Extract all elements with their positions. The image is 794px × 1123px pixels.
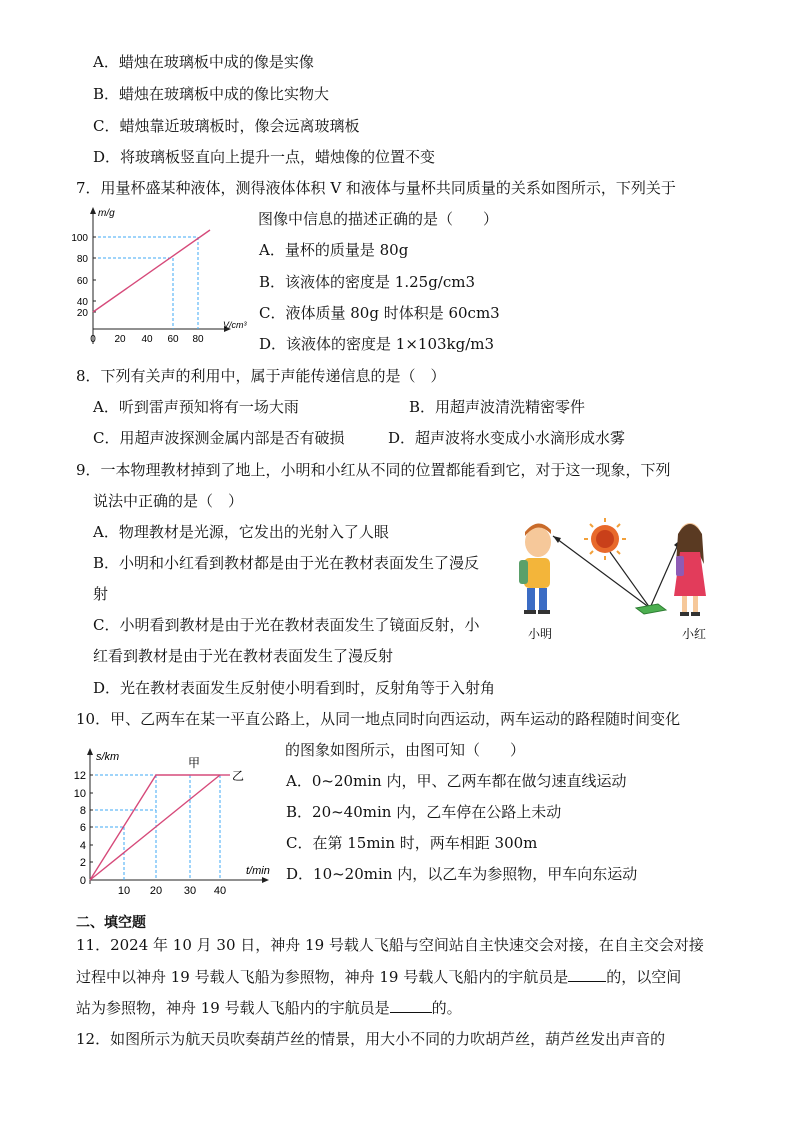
q10-xtick-20: 20: [149, 885, 163, 896]
q10-x-arrow: [262, 877, 269, 883]
q8-option-a: A．听到雷声预知将有一场大雨: [93, 398, 299, 416]
q9-option-d: D．光在教材表面发生反射使小明看到时，反射角等于入射角: [93, 679, 496, 697]
label-xiaoming: 小明: [527, 627, 553, 641]
q7-ytick-80: 80: [76, 254, 88, 265]
q10-ytick-10: 10: [73, 788, 86, 800]
q12-line-1: 12．如图所示为航天员吹奏葫芦丝的情景，用大小不同的力吹胡芦丝，葫芦丝发出声音的: [76, 1030, 666, 1048]
q7-xtick-60: 60: [167, 334, 179, 345]
section-title-fill-in: 二、填空题: [76, 915, 146, 931]
q10-ytick-6: 6: [79, 822, 86, 834]
q7-stem-cont: 图像中信息的描述正确的是（ ）: [258, 210, 499, 228]
q7-y-arrow: [90, 207, 96, 214]
boy-xiaoming-figure: [519, 523, 551, 614]
q7-stem: 7．用量杯盛某种液体，测得液体体积 V 和液体与量杯共同质量的关系如图所示，下列关于: [76, 179, 676, 197]
q9-option-c: C．小明看到教材是由于光在教材表面发生了镜面反射，小: [93, 616, 480, 634]
q11-line-2: [76, 966, 681, 987]
q11-line-3: [76, 997, 462, 1018]
q11-blank-2[interactable]: [390, 997, 432, 1013]
q9-option-a: A．物理教材是光源，它发出的光射入了人眼: [93, 523, 389, 541]
q9-option-b: B．小明和小红看到教材都是由于光在教材表面发生了漫反: [93, 554, 480, 572]
q10-ytick-4: 4: [79, 840, 86, 852]
q9-reflection-illustration: [510, 512, 730, 647]
q7-option-b: B．该液体的密度是 1.25g/cm3: [259, 273, 476, 291]
q6-option-c: C．蜡烛靠近玻璃板时，像会远离玻璃板: [93, 117, 360, 135]
girl-xiaohong-figure: [674, 523, 706, 616]
q10-ytick-2: 2: [79, 857, 86, 869]
q7-option-a: A．量杯的质量是 80g: [259, 241, 409, 259]
ray-book-to-girl: [650, 540, 680, 608]
q10-label-yi: 乙: [232, 769, 245, 783]
q7-xtick-40: 40: [141, 334, 153, 345]
ray-sun-to-book: [610, 552, 650, 608]
q11-line-3-tail: 的。: [431, 999, 462, 1017]
q9-option-c-cont: 红看到教材是由于光在教材表面发生了漫反射: [93, 647, 394, 665]
q7-xtick-20: 20: [114, 334, 126, 345]
q9-stem: 9．一本物理教材掉到了地上，小明和小红从不同的位置都能看到它，对于这一现象，下列: [76, 461, 671, 479]
q7-xtick-0: 0: [90, 334, 96, 345]
q10-x-label: t/min: [246, 865, 270, 877]
q10-option-d: D．10~20min 内，以乙车为参照物，甲车向东运动: [286, 865, 638, 883]
q10-y-label: s/km: [96, 751, 120, 763]
q6-option-a: A．蜡烛在玻璃板中成的像是实像: [93, 53, 314, 71]
q7-option-d: D．该液体的密度是 1×103kg/m3: [259, 335, 495, 353]
q7-ytick-20: 20: [76, 308, 88, 319]
q7-y-label: m/g: [98, 208, 115, 219]
q9-stem-cont: 说法中正确的是（ ）: [93, 492, 244, 510]
q7-ytick-100: 100: [71, 233, 88, 244]
q9-option-b-cont: 射: [93, 585, 109, 603]
q10-option-a: A．0~20min 内，甲、乙两车都在做匀速直线运动: [286, 772, 627, 790]
q7-mass-volume-graph: [68, 202, 253, 352]
q7-xtick-80: 80: [192, 334, 204, 345]
q7-ytick-60: 60: [76, 276, 88, 287]
q7-x-label: V/cm³: [223, 320, 247, 330]
q10-xtick-10: 10: [117, 885, 131, 896]
q10-xtick-40: 40: [213, 885, 227, 896]
q10-stem-cont: 的图象如图所示，由图可知（ ）: [285, 741, 526, 759]
q10-ytick-8: 8: [79, 805, 86, 817]
q10-y-arrow: [87, 748, 93, 755]
q8-option-d: D．超声波将水变成小水滴形成水雾: [388, 429, 626, 447]
q10-distance-time-graph: [70, 744, 275, 896]
q10-ytick-0: 0: [79, 875, 86, 887]
q8-option-c: C．用超声波探测金属内部是否有破损: [93, 429, 345, 447]
book-icon: [636, 604, 666, 614]
q11-line-2-text: 过程中以神舟 19 号载人飞船为参照物，神舟 19 号载人飞船内的宇航员是: [76, 968, 569, 986]
q10-option-c: C．在第 15min 时，两车相距 300m: [286, 834, 538, 852]
q7-option-c: C．液体质量 80g 时体积是 60cm3: [259, 304, 500, 322]
q10-label-jia: 甲: [188, 756, 201, 770]
q10-line-yi: [90, 775, 220, 880]
q10-stem: 10．甲、乙两车在某一平直公路上，从同一地点同时向西运动，两车运动的路程随时间变化: [76, 710, 681, 728]
q11-line-2-tail: 的，以空间: [606, 968, 682, 986]
q6-option-b: B．蜡烛在玻璃板中成的像比实物大: [93, 85, 330, 103]
sun-icon: [584, 518, 626, 560]
q10-option-b: B．20~40min 内，乙车停在公路上未动: [286, 803, 562, 821]
q11-line-1: 11．2024 年 10 月 30 日，神舟 19 号载人飞船与空间站自主快速交会对接，在自主交会对接: [76, 936, 704, 954]
q10-ytick-12: 12: [73, 770, 86, 782]
q7-ytick-40: 40: [76, 297, 88, 308]
q10-xtick-30: 30: [183, 885, 197, 896]
label-xiaohong: 小红: [681, 627, 707, 641]
q8-stem: 8．下列有关声的利用中，属于声能传递信息的是（ ）: [76, 367, 446, 385]
q6-option-d: D．将玻璃板竖直向上提升一点，蜡烛像的位置不变: [93, 148, 436, 166]
q11-line-3-text: 站为参照物，神舟 19 号载人飞船内的宇航员是: [76, 999, 390, 1017]
q11-blank-1[interactable]: [568, 966, 606, 982]
q7-data-line: [93, 230, 210, 312]
q8-option-b: B．用超声波清洗精密零件: [409, 398, 586, 416]
